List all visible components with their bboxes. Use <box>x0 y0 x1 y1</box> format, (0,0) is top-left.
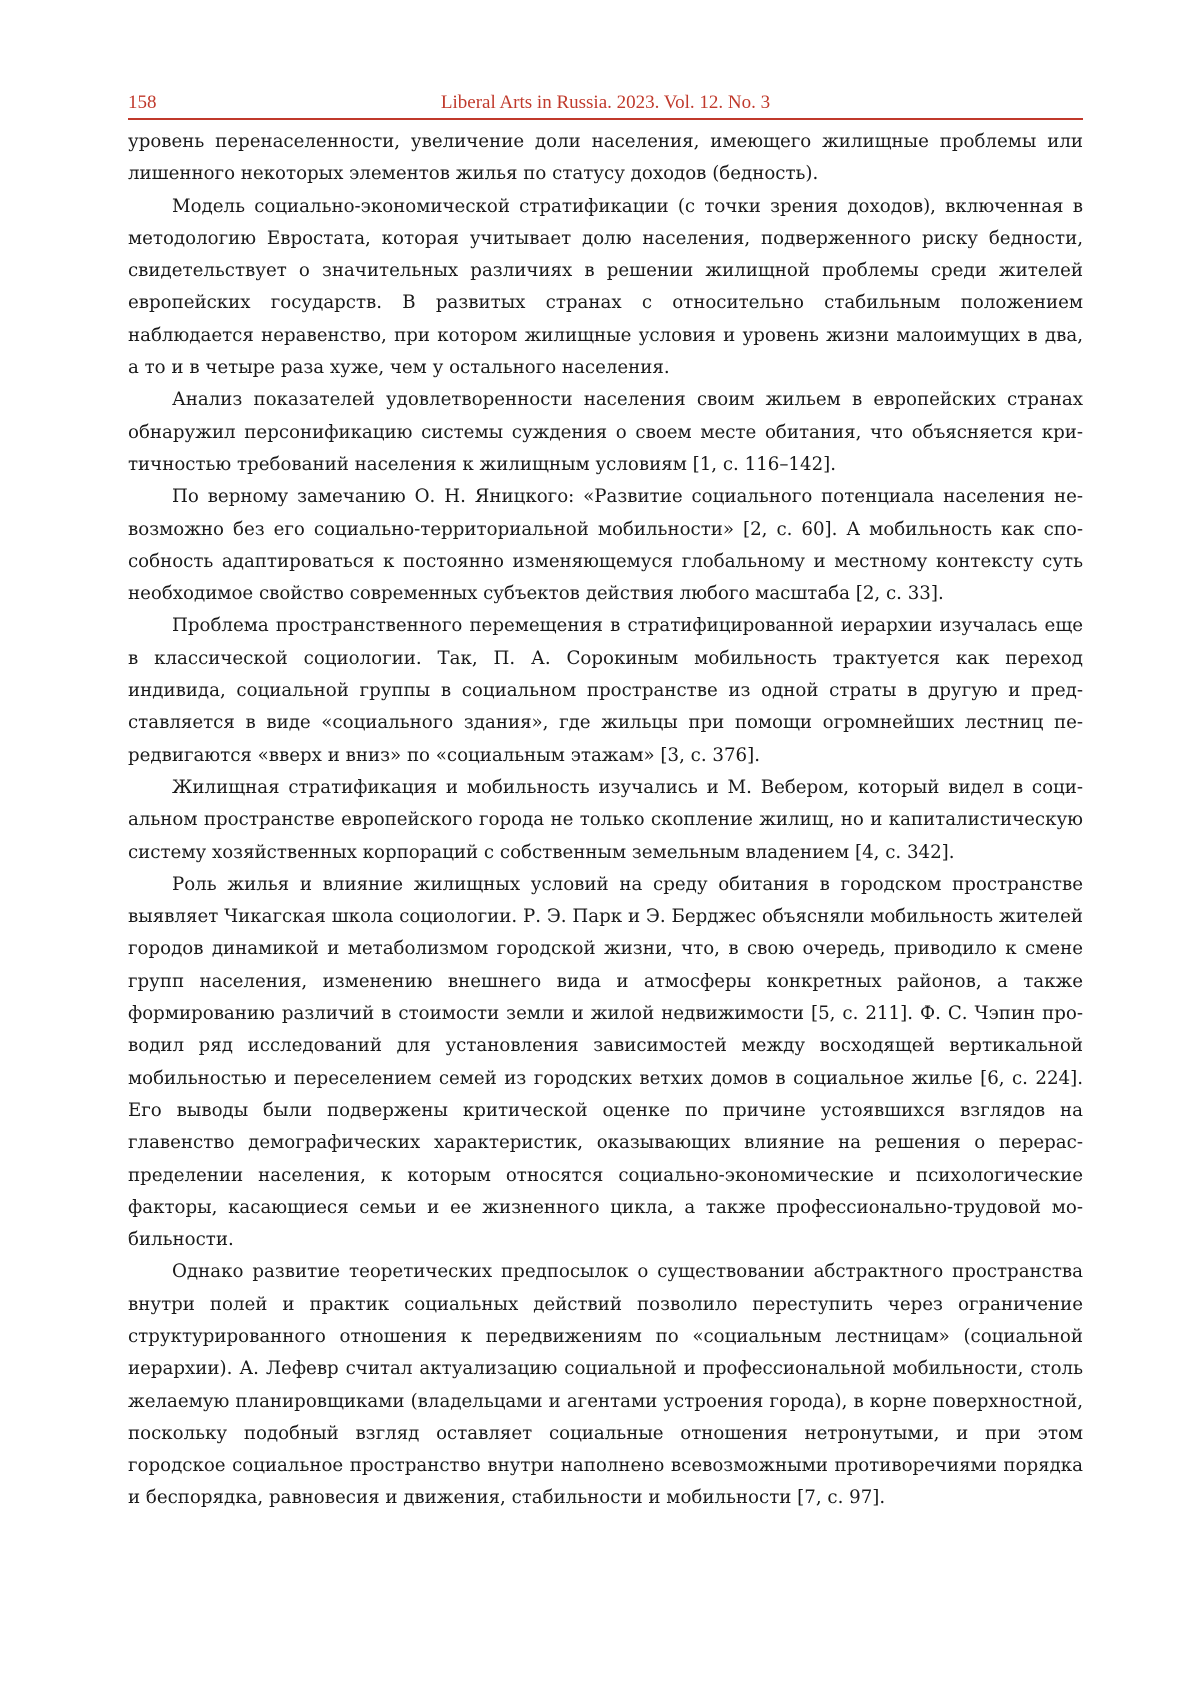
running-head <box>128 88 1083 120</box>
article-body <box>128 126 1083 1515</box>
paragraph: Роль жилья и влияние жилищных условий на среду обитания в городском пространстве выявляет Чикагская школа социологии. Р. Э. Парк и Э. Берджес объясняли мобильность жите­лей городов динамикой и метаболизмом городской жизни, что, в свою очередь, приводило к смене групп населения, изменению внешнего вида и атмосферы конкретных районов, а также формированию различий в стоимости земли и жилой недвижимости [5, с. 211]. Ф. С. Чэпин про­водил ряд исследований для установления зависимостей между восходящей вертикальной мобильностью и переселением семей из городских ветхих домов в социальное жилье [6, с. 224]. Его выводы были подвержены критической оценке по причине устоявшихся взглядов на главенство демографических характеристик, оказывающих влияние на решения о перерас­пределении населения, к которым относятся социально-экономические и психологические факторы, касающиеся семьи и ее жизненного цикла, а также профессионально-трудовой мо­бильности. <box>128 869 1083 1257</box>
paragraph: Модель социально-экономической стратификации (с точки зрения доходов), включенная в методологию Евростата, которая учитывает долю населения, подверженного риску бедно­сти, свидетельствует о значительных различиях в решении жилищной проблемы среди жите­лей европейских государств. В развитых странах с относительно стабильным положением наблюдается неравенство, при котором жилищные условия и уровень жизни малоимущих в два, а то и в четыре раза хуже, чем у остального населения. <box>128 191 1083 385</box>
paragraph: Жилищная стратификация и мобильность изучались и М. Вебером, который видел в соци­альном пространстве европейского города не только скопление жилищ, но и капиталистиче­скую систему хозяйственных корпораций с собственным земельным владением [4, с. 342]. <box>128 772 1083 869</box>
paragraph: По верному замечанию О. Н. Яницкого: «Развитие социального потенциала населения не­возможно без его социально-территориальной мобильности» [2, с. 60]. А мобильность как спо­собность адаптироваться к постоянно изменяющемуся глобальному и местному контексту суть необходимое свойство современных субъектов действия любого масштаба [2, с. 33]. <box>128 481 1083 610</box>
paragraph: Проблема пространственного перемещения в стратифицированной иерархии изучалась еще в классической социологии. Так, П. А. Сорокиным мобильность трактуется как переход индивида, социальной группы в социальном пространстве из одной страты в другую и пред­ставляется в виде «социального здания», где жильцы при помощи огромнейших лестниц пе­редвигаются «вверх и вниз» по «социальным этажам» [3, с. 376]. <box>128 610 1083 771</box>
page <box>128 88 1083 1515</box>
paragraph: Анализ показателей удовлетворенности населения своим жильем в европейских странах обнаружил персонификацию системы суждения о своем месте обитания, что объясняется кри­тичностью требований населения к жилищным условиям [1, с. 116–142]. <box>128 384 1083 481</box>
journal-title: Liberal Arts in Russia. 2023. Vol. 12. No. 3 <box>128 92 1083 114</box>
paragraph-continued: уровень перенаселенности, увеличение доли населения, имеющего жилищные проблемы или лишенного некоторых элементов жилья по статусу доходов (бедность). <box>128 126 1083 191</box>
paragraph: Однако развитие теоретических предпосылок о существовании абстрактного простран­ства внутри полей и практик социальных действий позволило переступить через ограниче­ние структурированного отношения к передвижениям по «социальным лестницам» (соци­альной иерархии). А. Лефевр считал актуализацию социальной и профессиональной мо­бильности, столь желаемую планировщиками (владельцами и агентами устроения города), в корне поверхностной, поскольку подобный взгляд оставляет социальные отношения не­тронутыми, и при этом городское социальное пространство внутри наполнено всевозмож­ными противоречиями порядка и беспорядка, равновесия и движения, стабильности и мо­бильности [7, с. 97]. <box>128 1256 1083 1514</box>
page-number: 158 <box>128 92 157 114</box>
